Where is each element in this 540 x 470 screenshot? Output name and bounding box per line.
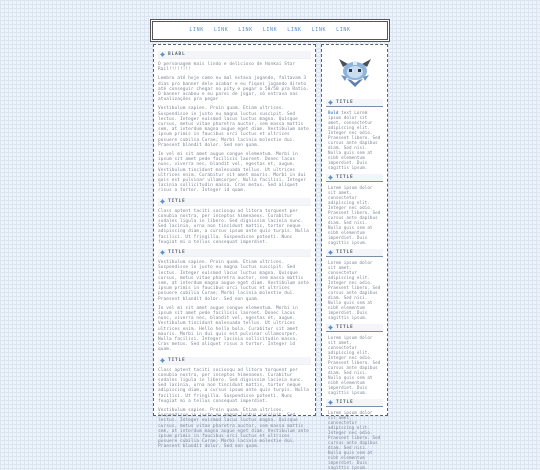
sidebar-text: Lorem ipsum dolor sit amet, consectetur adipiscing elit. Integer nec odio. Praesent libero. Sed cursus ante dapibus diam. Sed nisi. Nulla quis sem at nibh elementum imperdiet. Duis sagittis ipsum. bbox=[328, 260, 381, 320]
paragraph: In vel mi sit amet augue congue elementum. Morbi in ipsum sit amet pede facilisis laoreet. Donec lacus nunc, viverra nec, blandit vel, egestas et, augue. Vestibulum tincidunt malesuada tellus. Ut ultrices ultrices enim. Curabitur sit amet mauris. Morbi in dui quis est pulvinar ullamcorper. Nulla facilisi. Integer lacinia sollicitudin massa. Cras metus. Sed aliquet risus a tortor. Integer id quam. bbox=[158, 152, 307, 194]
sidebar-body: text Lorem ipsum dolor sit amet, consectetur adipiscing elit. Integer nec odio. Praesent libero. Sed cursus ante dapibus diam. Sed nisi. Nulla quis sem at nibh elementum imperdiet. Duis sagittis ipsum. bbox=[328, 110, 381, 170]
paragraph: O personagem mais lindo e delicioso de Honkai Star Rail!!!!!!!! bbox=[158, 62, 296, 73]
main-section-1 bbox=[158, 51, 311, 194]
main-content-panel bbox=[153, 44, 316, 450]
section-title: TITLE bbox=[168, 357, 186, 363]
sidebar-title: TITLE bbox=[336, 400, 354, 405]
main-section-2 bbox=[158, 198, 311, 245]
sidebar-title: TITLE bbox=[336, 175, 354, 180]
paragraph: Class aptent taciti sociosqu ad litora torquent per conubia nostra, per inceptos himenaeos. Curabitur sodales ligula in libero. Sed dignissim lacinia nunc. Sed lacinia, urna non tincidunt mattis, tortor neque adipiscing diam, a cursus ipsum ante quis turpis. Nulla facilisi. Ut fringilla. Suspendisse potenti. Nunc feugiat mi a tellus consequat imperdiet. bbox=[158, 367, 309, 404]
sidebar-text: Lorem ipsum dolor sit amet, consectetur adipiscing elit. Integer nec odio. Praesent libero. Sed cursus ante dapibus diam. Sed nisi. Nulla quis sem at nibh elementum imperdiet. Duis sagittis ipsum. bbox=[328, 185, 381, 245]
sidebar-title: TITLE bbox=[336, 100, 354, 105]
diamond-sparkle-icon bbox=[160, 52, 165, 57]
nav-link-5[interactable]: LINK bbox=[287, 27, 302, 33]
section-heading bbox=[158, 198, 311, 206]
paragraph: Vestibulum sapien. Proin quam. Etiam ultrices. Suspendisse in justo eu magna luctus suscipit. Sed lectus. Integer euismod lacus luctus magna. Quisque cursus, metus vitae pharetra auctor, sem massa mattis sem, at interdum magna augue eget diam. Vestibulum ante ipsum primis in faucibus orci luctus et ultrices posuere cubilia Curae; Morbi lacinia molestie dui. Praesent blandit dolor. Sed non quam. bbox=[158, 260, 309, 302]
sidebar-title: TITLE bbox=[336, 250, 354, 255]
paragraph: Vestibulum sapien. Proin quam. Etiam ultrices. Suspendisse in justo eu magna luctus suscipit. Sed lectus. Integer euismod lacus luctus magna. Quisque cursus, metus vitae pharetra auctor, sem massa mattis sem, at interdum magna augue eget diam. Vestibulum ante ipsum primis in faucibus orci luctus et ultrices posuere cubilia Curae; Morbi lacinia molestie dui. Praesent blandit dolor. Sed non quam. bbox=[158, 106, 309, 148]
nav-link-4[interactable]: LINK bbox=[262, 27, 278, 33]
diamond-sparkle-icon bbox=[328, 175, 333, 180]
nav-link-6[interactable]: LINK bbox=[311, 27, 327, 33]
diamond-sparkle-icon bbox=[160, 199, 165, 204]
paragraph: Lembro até hoje como eu mal estava jogando, faltavam 3 dias pro banner dele acabar e eu fiquei jogando direto até conseguir chegar no pity e pegar o 50/50 pra Ratio. O banner acabou e eu parei de jogar, só entrava nas atualizações pra pegar bbox=[158, 76, 309, 103]
nav-link-1[interactable]: LINK bbox=[189, 27, 204, 33]
sidebar-text: Lorem ipsum dolor sit amet, consectetur adipiscing elit. Integer nec odio. Praesent libero. Sed cursus ante dapibus diam. Sed nisi. Nulla quis sem at nibh elementum imperdiet. Duis sagittis ipsum. bbox=[328, 410, 381, 470]
nav-link-2[interactable]: LINK bbox=[213, 27, 229, 33]
sidebar-heading bbox=[326, 249, 383, 257]
diamond-sparkle-icon bbox=[160, 250, 165, 255]
sidebar-text bbox=[328, 110, 383, 170]
section-heading bbox=[158, 249, 311, 257]
diamond-sparkle-icon bbox=[328, 250, 333, 255]
diamond-sparkle-icon bbox=[328, 400, 333, 405]
section-title: TITLE bbox=[168, 198, 186, 204]
section-title: BLABL bbox=[168, 52, 186, 57]
sidebar-panel bbox=[321, 44, 388, 470]
paragraph: Class aptent taciti sociosqu ad litora torquent per conubia nostra, per inceptos himenaeos. Curabitur sodales ligula in libero. Sed dignissim lacinia nunc. Sed lacinia, urna non tincidunt mattis, tortor neque adipiscing diam, a cursus ipsum ante quis turpis. Nulla facilisi. Ut fringilla. Suspendisse potenti. Nunc feugiat mi a tellus consequat imperdiet. bbox=[158, 208, 309, 245]
pixel-dragon-avatar bbox=[326, 53, 383, 93]
section-heading bbox=[158, 51, 311, 59]
diamond-sparkle-icon bbox=[160, 358, 165, 363]
paragraph: In vel mi sit amet augue congue elementum. Morbi in ipsum sit amet pede facilisis laoreet. Donec lacus nunc, viverra nec, blandit vel, egestas et, augue. Vestibulum tincidunt malesuada tellus. Ut ultrices ultrices enim. Hello hello bola. Curabitur sit amet mauris. Morbi in dui quis est pulvinar ullamcorper. Nulla facilisi. Integer lacinia sollicitudin massa. Cras metus. Sed aliquet risus a tortor. Integer id quam. bbox=[158, 305, 298, 353]
sidebar-heading bbox=[326, 324, 383, 332]
sidebar-heading bbox=[326, 174, 383, 182]
section-heading bbox=[158, 357, 311, 365]
bold-text: Bold bbox=[328, 110, 339, 115]
sidebar-title: TITLE bbox=[336, 325, 354, 330]
paragraph: Vestibulum sapien. Proin quam. Etiam ultrices. Suspendisse in justo eu magna luctus suscipit. Sed lectus. Integer euismod lacus luctus magna. Quisque cursus, metus vitae pharetra auctor, sem massa mattis sem, at interdum magna augue eget diam. Vestibulum ante ipsum primis in faucibus orci luctus et ultrices posuere cubilia Curae; Morbi lacinia molestie dui. Praesent blandit dolor. Sed non quam. bbox=[158, 407, 309, 450]
main-section-3 bbox=[158, 249, 311, 352]
sidebar-text: Lorem ipsum dolor sit amet, consectetur adipiscing elit. Integer nec odio. Praesent libero. Sed cursus ante dapibus diam. Sed nisi. Nulla quis sem at nibh elementum imperdiet. Duis sagittis ipsum. bbox=[328, 335, 381, 395]
main-section-4 bbox=[158, 357, 311, 450]
sidebar-heading bbox=[326, 399, 383, 407]
nav-link-7[interactable]: LINK bbox=[336, 27, 351, 33]
diamond-sparkle-icon bbox=[328, 325, 333, 330]
section-title: TITLE bbox=[168, 250, 186, 256]
sidebar-heading bbox=[326, 99, 383, 107]
top-nav bbox=[152, 21, 388, 40]
nav-link-3[interactable]: LINK bbox=[238, 27, 253, 33]
diamond-sparkle-icon bbox=[328, 100, 333, 105]
